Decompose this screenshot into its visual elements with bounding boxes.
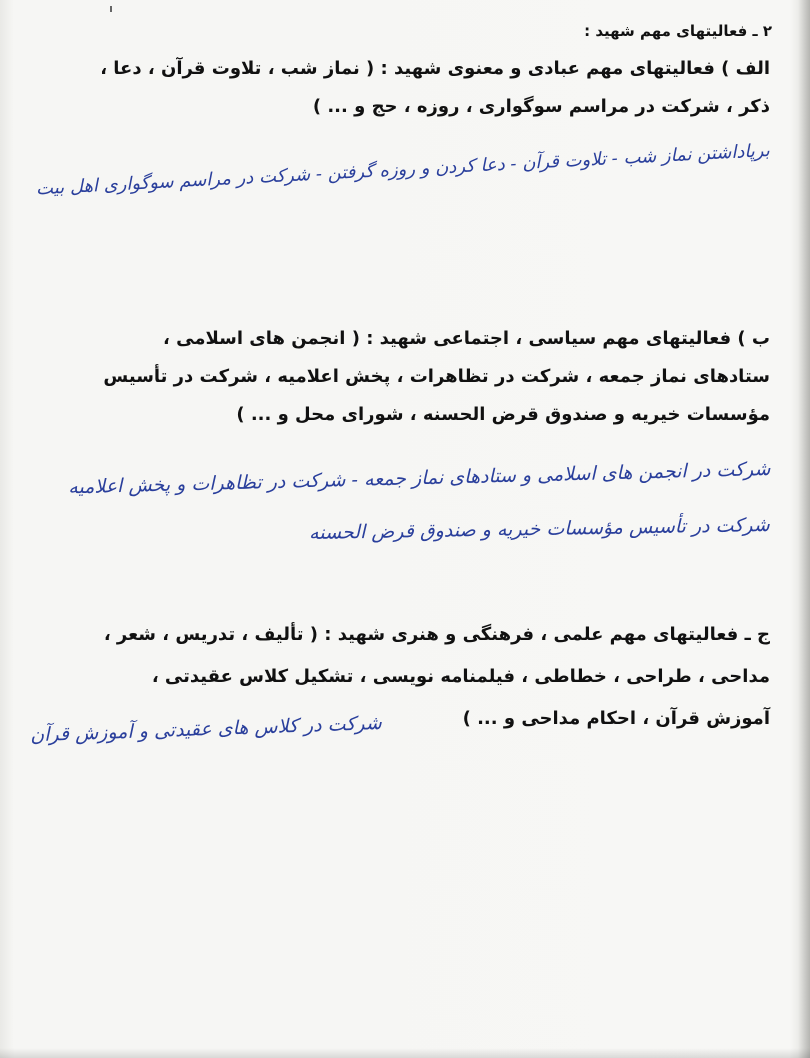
section-jim-handwritten-answer: شرکت در کلاس های عقیدتی و آموزش قرآن bbox=[29, 712, 383, 747]
section-be-handwritten-answer-1: شرکت در انجمن های اسلامی و ستادهای نماز جمعه - شرکت در تظاهرات و پخش اعلامیه bbox=[67, 458, 771, 499]
section-be-handwritten-answer-2: شرکت در تأسیس مؤسسات خیریه و صندوق قرض الحسنه bbox=[309, 514, 771, 545]
section-alef-line-1: الف ) فعالیتهای مهم عبادی و معنوی شهید : ( نماز شب ، تلاوت قرآن ، دعا ، bbox=[100, 58, 770, 79]
section-be-line-1: ب ) فعالیتهای مهم سیاسی ، اجتماعی شهید : ( انجمن های اسلامی ، bbox=[163, 328, 770, 349]
scan-shadow-right bbox=[798, 0, 810, 1058]
section-be-line-3: مؤسسات خیریه و صندوق قرض الحسنه ، شورای محل و ... ) bbox=[236, 404, 770, 425]
section-heading: ۲ ـ فعالیتهای مهم شهید : bbox=[584, 22, 772, 40]
scan-mark bbox=[110, 6, 112, 12]
section-jim-line-1: ج ـ فعالیتهای مهم علمی ، فرهنگی و هنری شهید : ( تألیف ، تدریس ، شعر ، bbox=[103, 624, 770, 645]
section-jim-line-3: آموزش قرآن ، احکام مداحی و ... ) bbox=[462, 708, 770, 729]
section-be-line-2: ستادهای نماز جمعه ، شرکت در تظاهرات ، پخش اعلامیه ، شرکت در تأسیس bbox=[103, 366, 770, 387]
section-alef-line-2: ذکر ، شرکت در مراسم سوگواری ، روزه ، حج و ... ) bbox=[312, 96, 770, 117]
section-alef-handwritten-answer: برپاداشتن نماز شب - تلاوت قرآن - دعا کردن و روزه گرفتن - شرکت در مراسم سوگواری اهل بیت bbox=[35, 140, 771, 200]
section-jim-line-2: مداحی ، طراحی ، خطاطی ، فیلمنامه نویسی ، تشکیل کلاس عقیدتی ، bbox=[151, 666, 770, 687]
scan-shadow-bottom bbox=[0, 1048, 810, 1058]
